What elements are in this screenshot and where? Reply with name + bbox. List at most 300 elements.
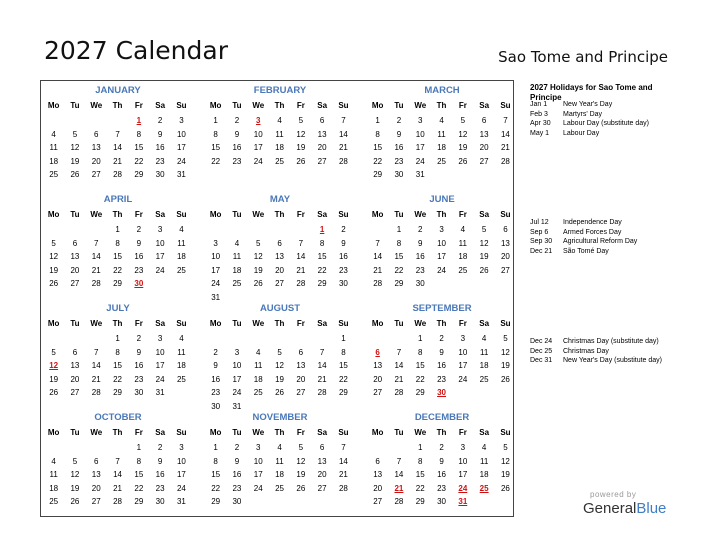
holiday-list bbox=[530, 100, 690, 138]
holiday-day: 30 bbox=[134, 279, 144, 288]
day-cell: 15 bbox=[394, 252, 404, 261]
holiday-date: May 1 bbox=[530, 129, 550, 137]
day-cell: 24 bbox=[437, 265, 446, 275]
day-cell: 15 bbox=[338, 361, 348, 370]
day-cell: 27 bbox=[373, 388, 383, 397]
day-cell bbox=[290, 495, 311, 509]
day-cell: 30 bbox=[437, 497, 446, 506]
day-cell: 9 bbox=[136, 238, 142, 248]
holiday-name: Independence Day bbox=[563, 219, 622, 226]
day-cell: 16 bbox=[415, 252, 425, 261]
weekday-label: Th bbox=[436, 319, 447, 328]
day-cell: 5 bbox=[72, 129, 78, 139]
day-cell: 21 bbox=[91, 265, 101, 275]
weekday-label: Su bbox=[338, 210, 349, 219]
day-cell: 20 bbox=[479, 143, 489, 152]
day-cell: 22 bbox=[211, 156, 221, 166]
day-cell bbox=[86, 441, 107, 455]
month-name: MAY bbox=[269, 194, 291, 205]
day-cell: 2 bbox=[136, 334, 142, 343]
weekday-label: Sa bbox=[317, 319, 328, 328]
day-cell: 9 bbox=[234, 456, 240, 466]
day-cell: 26 bbox=[70, 497, 80, 506]
month-october bbox=[43, 411, 193, 509]
day-cell: 1 bbox=[136, 443, 142, 452]
day-cell: 20 bbox=[91, 156, 101, 166]
day-cell: 10 bbox=[155, 238, 165, 248]
week-row bbox=[205, 128, 355, 142]
day-cell: 18 bbox=[253, 374, 263, 384]
holiday-date: Dec 21 bbox=[530, 247, 553, 255]
day-cell: 30 bbox=[415, 279, 425, 288]
day-cell: 7 bbox=[396, 347, 402, 357]
holiday-day: 6 bbox=[375, 347, 380, 357]
day-cell bbox=[107, 441, 128, 455]
day-cell: 25 bbox=[232, 279, 242, 288]
day-cell: 17 bbox=[155, 361, 165, 370]
weekday-header-row bbox=[367, 207, 517, 223]
weekday-label: Su bbox=[338, 319, 349, 328]
day-cell: 19 bbox=[70, 483, 80, 493]
day-cell: 19 bbox=[500, 470, 510, 479]
week-row bbox=[367, 468, 517, 482]
weekday-label: We bbox=[252, 319, 265, 328]
day-cell: 8 bbox=[136, 456, 142, 466]
day-cell: 25 bbox=[275, 483, 284, 493]
day-cell: 28 bbox=[373, 279, 383, 288]
day-cell: 4 bbox=[481, 443, 487, 452]
day-cell bbox=[248, 223, 269, 237]
day-cell: 31 bbox=[155, 388, 165, 397]
day-cell: 11 bbox=[232, 252, 242, 261]
day-cell: 2 bbox=[157, 116, 163, 125]
week-row bbox=[43, 482, 193, 496]
holiday-item bbox=[530, 129, 690, 139]
holiday-name: Agricultural Reform Day bbox=[563, 238, 638, 245]
holiday-name: Labour Day bbox=[563, 129, 600, 137]
holiday-day: 1 bbox=[136, 116, 142, 125]
day-cell: 5 bbox=[503, 334, 508, 343]
day-cell bbox=[388, 332, 409, 346]
day-cell: 25 bbox=[49, 170, 59, 179]
weekday-label: Tu bbox=[70, 101, 80, 110]
holiday-list bbox=[530, 337, 690, 366]
day-cell: 27 bbox=[479, 156, 489, 166]
week-row bbox=[43, 346, 193, 360]
day-cell: 3 bbox=[179, 443, 184, 452]
day-cell: 8 bbox=[418, 347, 423, 357]
week-row bbox=[367, 223, 517, 237]
day-cell: 1 bbox=[341, 334, 346, 343]
day-cell bbox=[149, 277, 170, 291]
day-cell: 9 bbox=[341, 238, 346, 248]
day-cell: 21 bbox=[373, 265, 383, 275]
weekday-label: Mo bbox=[371, 210, 384, 219]
week-row bbox=[367, 495, 517, 509]
day-cell: 14 bbox=[91, 252, 101, 261]
month-name: JULY bbox=[106, 303, 130, 314]
day-cell: 9 bbox=[439, 456, 444, 466]
week-row bbox=[205, 373, 355, 387]
weekday-label: Fr bbox=[458, 428, 467, 437]
day-cell: 5 bbox=[72, 456, 78, 466]
day-cell: 10 bbox=[437, 238, 446, 248]
day-cell: 12 bbox=[275, 361, 284, 370]
holiday-item bbox=[530, 347, 690, 357]
day-cell: 12 bbox=[296, 129, 306, 139]
day-cell: 20 bbox=[500, 252, 510, 261]
day-cell bbox=[226, 332, 247, 346]
month-november bbox=[205, 411, 355, 509]
day-cell: 27 bbox=[91, 170, 101, 179]
day-cell: 3 bbox=[256, 443, 261, 452]
day-cell: 26 bbox=[296, 156, 306, 166]
day-cell: 28 bbox=[317, 388, 327, 397]
day-cell: 3 bbox=[234, 347, 240, 357]
day-cell: 3 bbox=[439, 225, 444, 234]
day-cell: 25 bbox=[275, 156, 284, 166]
weekday-label: We bbox=[90, 101, 103, 110]
day-cell: 17 bbox=[155, 252, 165, 261]
day-cell: 21 bbox=[338, 143, 348, 152]
holiday-day: 31 bbox=[458, 497, 468, 506]
day-cell: 8 bbox=[115, 347, 120, 357]
day-cell: 6 bbox=[481, 116, 487, 125]
week-row bbox=[43, 468, 193, 482]
weekday-label: Fr bbox=[458, 319, 467, 328]
day-cell: 22 bbox=[338, 374, 348, 384]
week-row bbox=[205, 155, 355, 169]
day-cell: 13 bbox=[500, 238, 510, 248]
day-cell: 29 bbox=[338, 388, 348, 397]
day-cell: 5 bbox=[51, 238, 56, 248]
weekday-header-row bbox=[205, 425, 355, 441]
day-cell: 1 bbox=[115, 334, 120, 343]
day-cell: 19 bbox=[458, 143, 468, 152]
day-cell: 26 bbox=[49, 279, 59, 288]
day-cell: 4 bbox=[277, 116, 282, 125]
day-cell: 16 bbox=[394, 143, 404, 152]
weekday-label: Tu bbox=[394, 101, 404, 110]
day-cell: 31 bbox=[176, 170, 186, 179]
day-cell: 22 bbox=[211, 483, 221, 493]
day-cell: 25 bbox=[49, 497, 59, 506]
day-cell: 28 bbox=[91, 279, 101, 288]
weekday-label: Su bbox=[500, 428, 511, 437]
day-cell: 27 bbox=[373, 497, 383, 506]
day-cell bbox=[248, 495, 269, 509]
day-cell bbox=[64, 441, 85, 455]
day-cell: 17 bbox=[458, 361, 468, 370]
day-cell: 18 bbox=[275, 143, 284, 152]
day-cell: 10 bbox=[415, 129, 425, 139]
week-row bbox=[205, 346, 355, 360]
day-cell: 21 bbox=[394, 374, 404, 384]
week-row bbox=[205, 277, 355, 291]
weekday-label: Mo bbox=[47, 210, 60, 219]
day-cell: 1 bbox=[396, 225, 402, 234]
day-cell: 29 bbox=[134, 497, 144, 506]
day-cell: 24 bbox=[253, 156, 263, 166]
week-row bbox=[367, 264, 517, 278]
week-row bbox=[367, 386, 517, 400]
day-cell: 11 bbox=[437, 129, 446, 139]
weekday-label: Th bbox=[436, 428, 447, 437]
day-cell: 9 bbox=[418, 238, 423, 248]
weekday-label: Th bbox=[274, 210, 285, 219]
day-cell bbox=[452, 386, 473, 400]
day-cell: 7 bbox=[341, 443, 346, 452]
day-cell: 30 bbox=[338, 279, 348, 288]
weekday-label: Sa bbox=[317, 210, 328, 219]
week-row bbox=[205, 482, 355, 496]
month-name: DECEMBER bbox=[414, 412, 470, 423]
day-cell: 24 bbox=[415, 156, 425, 166]
day-cell: 25 bbox=[458, 265, 468, 275]
day-cell: 6 bbox=[319, 443, 325, 452]
holiday-date: Jan 1 bbox=[530, 101, 548, 108]
day-cell: 19 bbox=[49, 265, 59, 275]
month-september bbox=[367, 302, 517, 400]
day-cell: 25 bbox=[176, 265, 186, 275]
day-cell bbox=[107, 114, 128, 128]
day-cell: 5 bbox=[481, 225, 487, 234]
day-cell: 18 bbox=[176, 252, 186, 261]
day-cell: 22 bbox=[113, 374, 122, 384]
day-cell: 10 bbox=[176, 129, 186, 139]
holiday-name: Martyrs' Day bbox=[563, 110, 603, 118]
holiday-day: 30 bbox=[437, 388, 446, 397]
day-cell: 11 bbox=[177, 238, 186, 248]
week-row bbox=[43, 155, 193, 169]
day-cell: 20 bbox=[296, 374, 306, 384]
day-cell bbox=[367, 332, 388, 346]
weekday-label: We bbox=[252, 428, 265, 437]
weekday-label: Su bbox=[176, 319, 187, 328]
day-cell: 29 bbox=[134, 170, 144, 179]
week-row bbox=[43, 386, 193, 400]
day-cell: 4 bbox=[51, 456, 56, 466]
weekday-label: Tu bbox=[70, 210, 80, 219]
day-cell: 23 bbox=[338, 265, 348, 275]
day-cell bbox=[473, 386, 494, 400]
weekday-label: Sa bbox=[317, 428, 328, 437]
day-cell: 10 bbox=[458, 456, 468, 466]
month-july bbox=[43, 302, 193, 400]
day-cell: 18 bbox=[49, 156, 59, 166]
day-cell: 27 bbox=[317, 483, 327, 493]
day-cell bbox=[205, 332, 226, 346]
day-cell: 2 bbox=[234, 116, 240, 125]
day-cell: 31 bbox=[211, 292, 221, 302]
day-cell: 15 bbox=[134, 143, 144, 152]
week-row bbox=[367, 237, 517, 251]
day-cell bbox=[311, 495, 332, 509]
day-cell bbox=[473, 168, 494, 182]
day-cell: 22 bbox=[373, 156, 383, 166]
holiday-day: 12 bbox=[49, 361, 59, 370]
day-cell: 8 bbox=[375, 129, 380, 139]
day-cell: 4 bbox=[460, 225, 466, 234]
month-name: JANUARY bbox=[95, 85, 141, 96]
week-row bbox=[43, 359, 193, 373]
day-cell bbox=[86, 332, 107, 346]
day-cell bbox=[43, 114, 64, 128]
day-cell: 22 bbox=[394, 265, 404, 275]
day-cell: 8 bbox=[213, 129, 218, 139]
week-row bbox=[43, 373, 193, 387]
day-cell: 21 bbox=[91, 374, 101, 384]
day-cell: 19 bbox=[70, 156, 80, 166]
day-cell: 25 bbox=[437, 156, 446, 166]
day-cell bbox=[388, 441, 409, 455]
week-row bbox=[43, 495, 193, 509]
day-cell: 14 bbox=[113, 470, 122, 479]
day-cell: 31 bbox=[415, 170, 425, 179]
weekday-header-row bbox=[367, 316, 517, 332]
week-row bbox=[367, 277, 517, 291]
day-cell: 23 bbox=[155, 156, 165, 166]
weekday-label: Sa bbox=[155, 210, 166, 219]
day-cell: 12 bbox=[458, 129, 468, 139]
day-cell: 6 bbox=[72, 238, 78, 248]
day-cell bbox=[226, 223, 247, 237]
holiday-item bbox=[530, 237, 690, 247]
week-row bbox=[205, 237, 355, 251]
day-cell: 24 bbox=[232, 388, 242, 397]
holiday-item bbox=[530, 110, 690, 120]
day-cell: 12 bbox=[479, 238, 489, 248]
weekday-label: Mo bbox=[371, 319, 384, 328]
holiday-item bbox=[530, 228, 690, 238]
weekday-label: Su bbox=[176, 101, 187, 110]
week-row bbox=[205, 264, 355, 278]
day-cell bbox=[86, 114, 107, 128]
day-cell: 2 bbox=[157, 443, 163, 452]
weekday-header-row bbox=[205, 207, 355, 223]
day-cell: 16 bbox=[134, 361, 144, 370]
day-cell: 21 bbox=[338, 470, 348, 479]
week-row bbox=[205, 250, 355, 264]
day-cell bbox=[473, 495, 494, 509]
weekday-label: Fr bbox=[134, 428, 143, 437]
day-cell: 7 bbox=[341, 116, 346, 125]
week-row bbox=[205, 386, 355, 400]
month-december bbox=[367, 411, 517, 509]
day-cell bbox=[43, 441, 64, 455]
day-cell: 5 bbox=[256, 238, 261, 248]
day-cell: 21 bbox=[113, 483, 122, 493]
day-cell bbox=[86, 223, 107, 237]
day-cell: 15 bbox=[373, 143, 383, 152]
day-cell: 5 bbox=[460, 116, 466, 125]
day-cell: 3 bbox=[157, 225, 163, 234]
day-cell: 5 bbox=[298, 443, 304, 452]
day-cell: 8 bbox=[213, 456, 218, 466]
day-cell: 1 bbox=[213, 116, 218, 125]
day-cell: 20 bbox=[70, 265, 80, 275]
day-cell: 27 bbox=[70, 388, 80, 397]
day-cell: 8 bbox=[418, 456, 423, 466]
day-cell: 19 bbox=[500, 361, 510, 370]
day-cell: 24 bbox=[155, 374, 165, 384]
day-cell: 23 bbox=[415, 265, 425, 275]
day-cell: 16 bbox=[211, 374, 221, 384]
day-cell: 9 bbox=[213, 361, 218, 370]
day-cell: 13 bbox=[70, 252, 80, 261]
day-cell: 8 bbox=[115, 238, 120, 248]
day-cell: 2 bbox=[213, 347, 218, 357]
week-row bbox=[205, 141, 355, 155]
day-cell: 7 bbox=[94, 238, 99, 248]
day-cell: 15 bbox=[113, 361, 122, 370]
weekday-label: Fr bbox=[296, 319, 305, 328]
month-name: OCTOBER bbox=[94, 412, 142, 423]
weekday-label: Th bbox=[274, 101, 285, 110]
day-cell: 18 bbox=[176, 361, 186, 370]
week-row bbox=[43, 455, 193, 469]
week-row bbox=[367, 359, 517, 373]
month-name: APRIL bbox=[103, 194, 133, 205]
day-cell: 28 bbox=[91, 388, 101, 397]
holiday-item bbox=[530, 119, 690, 129]
day-cell: 26 bbox=[296, 483, 306, 493]
weekday-label: Sa bbox=[317, 101, 328, 110]
weekday-header-row bbox=[205, 316, 355, 332]
day-cell bbox=[290, 223, 311, 237]
day-cell: 16 bbox=[155, 470, 165, 479]
day-cell bbox=[367, 223, 388, 237]
day-cell: 11 bbox=[479, 347, 489, 357]
day-cell: 28 bbox=[113, 497, 122, 506]
weekday-label: We bbox=[90, 428, 103, 437]
day-cell: 27 bbox=[70, 279, 80, 288]
day-cell: 13 bbox=[317, 129, 327, 139]
month-june bbox=[367, 193, 517, 291]
day-cell: 12 bbox=[253, 252, 263, 261]
day-cell: 25 bbox=[479, 374, 489, 384]
day-cell: 4 bbox=[234, 238, 240, 248]
day-cell: 2 bbox=[234, 443, 240, 452]
day-cell: 10 bbox=[232, 361, 242, 370]
country-name: Sao Tome and Principe bbox=[498, 48, 668, 66]
day-cell: 2 bbox=[341, 225, 346, 234]
day-cell: 29 bbox=[394, 279, 404, 288]
day-cell: 23 bbox=[155, 483, 165, 493]
weekday-header-row bbox=[43, 425, 193, 441]
day-cell: 1 bbox=[418, 443, 423, 452]
weekday-label: We bbox=[252, 210, 265, 219]
weekday-label: Fr bbox=[134, 210, 143, 219]
weekday-header-row bbox=[43, 207, 193, 223]
day-cell: 18 bbox=[437, 143, 446, 152]
week-row bbox=[205, 455, 355, 469]
weekday-label: Th bbox=[274, 428, 285, 437]
day-cell: 4 bbox=[51, 129, 56, 139]
day-cell: 30 bbox=[232, 497, 242, 506]
day-cell bbox=[333, 495, 354, 509]
weekday-label: Tu bbox=[232, 210, 242, 219]
day-cell: 22 bbox=[415, 374, 425, 384]
day-cell: 3 bbox=[418, 116, 423, 125]
weekday-label: Fr bbox=[134, 319, 143, 328]
month-name: SEPTEMBER bbox=[412, 303, 472, 314]
weekday-label: Tu bbox=[394, 319, 404, 328]
day-cell: 9 bbox=[439, 347, 444, 357]
day-cell bbox=[431, 277, 452, 291]
calendar-grid bbox=[40, 80, 514, 517]
day-cell: 19 bbox=[49, 374, 59, 384]
